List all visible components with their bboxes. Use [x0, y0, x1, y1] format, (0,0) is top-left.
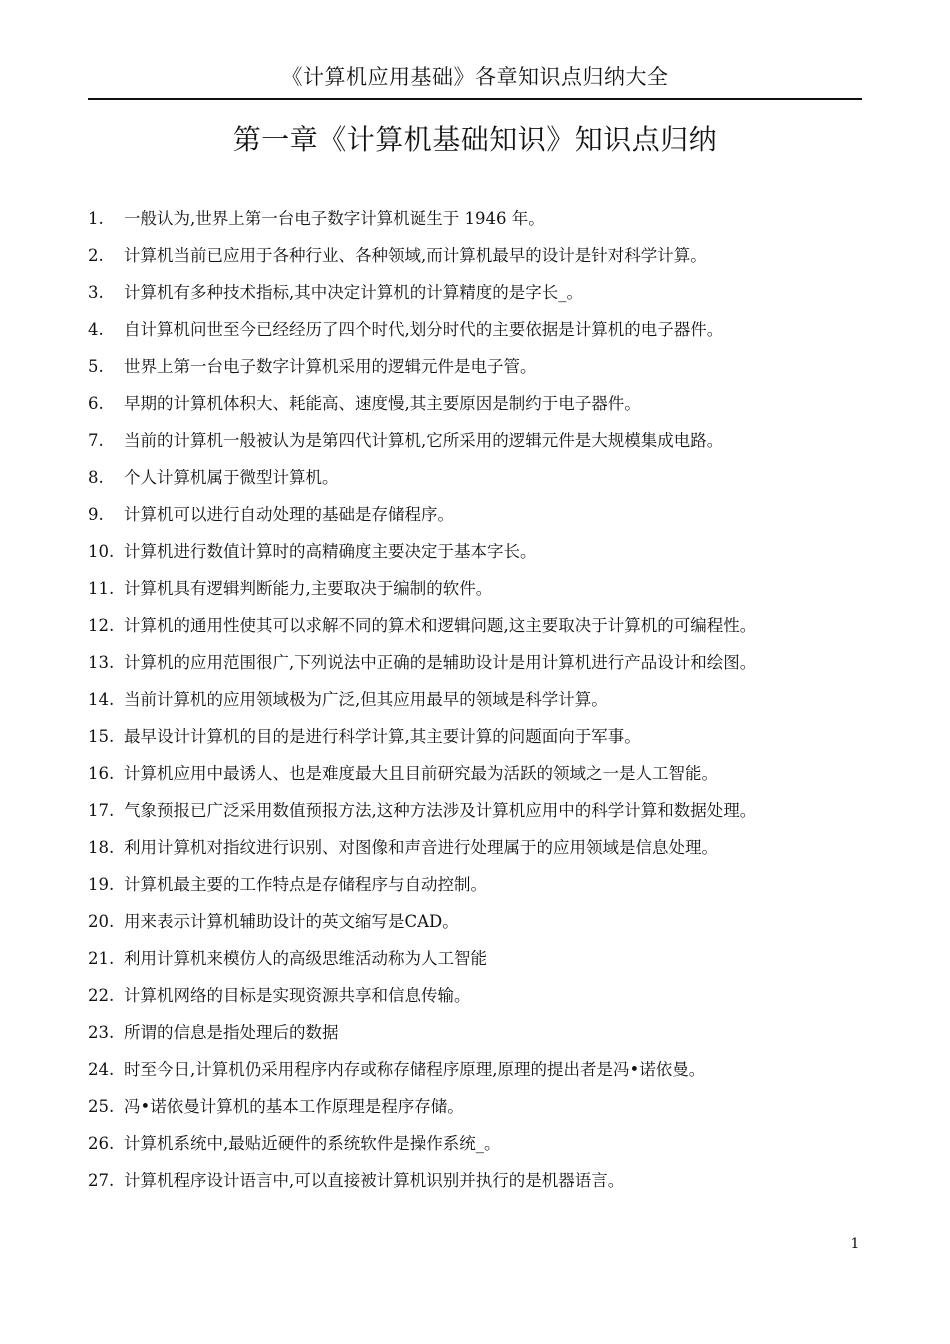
list-item	[88, 866, 868, 903]
list-item	[88, 274, 868, 311]
list-item	[88, 200, 868, 237]
running-header-title: 《计算机应用基础》各章知识点归纳大全	[281, 65, 669, 89]
header-divider	[88, 98, 862, 100]
item-number: 7.	[88, 431, 104, 450]
item-text: 计算机当前已应用于各种行业、各种领域,而计算机最早的设计是针对科学计算。	[124, 246, 707, 265]
item-number: 24.	[88, 1060, 115, 1079]
item-number: 2.	[88, 246, 104, 265]
list-item	[88, 348, 868, 385]
list-item	[88, 1162, 868, 1199]
item-number: 20.	[88, 912, 115, 931]
item-number: 16.	[88, 764, 115, 783]
item-number: 19.	[88, 875, 115, 894]
list-item	[88, 496, 868, 533]
item-text: 用来表示计算机辅助设计的英文缩写是CAD。	[124, 912, 459, 931]
item-text: 计算机具有逻辑判断能力,主要取决于编制的软件。	[124, 579, 493, 598]
list-item	[88, 1125, 868, 1162]
item-text: 计算机的通用性使其可以求解不同的算术和逻辑问题,这主要取决于计算机的可编程性。	[124, 616, 757, 635]
item-number: 22.	[88, 986, 115, 1005]
list-item	[88, 792, 868, 829]
chapter-title: 第一章《计算机基础知识》知识点归纳	[232, 123, 718, 156]
item-text: 世界上第一台电子数字计算机采用的逻辑元件是电子管。	[124, 357, 537, 376]
item-text: 利用计算机来模仿人的高级思维活动称为人工智能	[124, 949, 487, 968]
list-item	[88, 755, 868, 792]
item-text: 早期的计算机体积大、耗能高、速度慢,其主要原因是制约于电子器件。	[124, 394, 641, 413]
item-text: 所谓的信息是指处理后的数据	[124, 1023, 339, 1042]
item-text: 计算机最主要的工作特点是存储程序与自动控制。	[124, 875, 487, 894]
list-item	[88, 644, 868, 681]
list-item	[88, 607, 868, 644]
item-number: 6.	[88, 394, 104, 413]
item-number: 27.	[88, 1171, 115, 1190]
item-text: 一般认为,世界上第一台电子数字计算机诞生于 1946 年。	[124, 209, 545, 228]
item-number: 1.	[88, 209, 104, 228]
item-text: 计算机有多种技术指标,其中决定计算机的计算精度的是字长_。	[124, 283, 583, 302]
item-text: 计算机程序设计语言中,可以直接被计算机识别并执行的是机器语言。	[124, 1171, 625, 1190]
item-number: 12.	[88, 616, 115, 635]
list-item	[88, 1088, 868, 1125]
list-item	[88, 1051, 868, 1088]
list-item	[88, 977, 868, 1014]
list-item	[88, 533, 868, 570]
list-item	[88, 459, 868, 496]
list-item	[88, 570, 868, 607]
item-text: 计算机可以进行自动处理的基础是存储程序。	[124, 505, 454, 524]
item-text: 计算机应用中最诱人、也是难度最大且目前研究最为活跃的领域之一是人工智能。	[124, 764, 718, 783]
item-number: 17.	[88, 801, 115, 820]
item-text: 最早设计计算机的目的是进行科学计算,其主要计算的问题面向于军事。	[124, 727, 641, 746]
list-item	[88, 237, 868, 274]
item-number: 9.	[88, 505, 104, 524]
item-text: 个人计算机属于微型计算机。	[124, 468, 339, 487]
item-text: 冯•诺依曼计算机的基本工作原理是程序存储。	[124, 1097, 464, 1116]
page-number: 1	[850, 1236, 860, 1252]
item-number: 8.	[88, 468, 104, 487]
item-text: 计算机进行数值计算时的高精确度主要决定于基本字长。	[124, 542, 537, 561]
item-text: 计算机网络的目标是实现资源共享和信息传输。	[124, 986, 471, 1005]
item-number: 14.	[88, 690, 115, 709]
item-text: 计算机系统中,最贴近硬件的系统软件是操作系统_。	[124, 1134, 501, 1153]
item-number: 23.	[88, 1023, 115, 1042]
item-number: 11.	[88, 579, 115, 598]
list-item	[88, 1014, 868, 1051]
item-number: 4.	[88, 320, 104, 339]
item-number: 21.	[88, 949, 115, 968]
item-text: 时至今日,计算机仍采用程序内存或称存储程序原理,原理的提出者是冯•诺依曼。	[124, 1060, 706, 1079]
item-number: 13.	[88, 653, 115, 672]
list-item	[88, 829, 868, 866]
list-item	[88, 940, 868, 977]
list-item	[88, 422, 868, 459]
item-number: 5.	[88, 357, 104, 376]
knowledge-point-list	[88, 200, 868, 1199]
list-item	[88, 311, 868, 348]
list-item	[88, 385, 868, 422]
item-text: 计算机的应用范围很广,下列说法中正确的是辅助设计是用计算机进行产品设计和绘图。	[124, 653, 757, 672]
list-item	[88, 718, 868, 755]
list-item	[88, 681, 868, 718]
item-text: 气象预报已广泛采用数值预报方法,这种方法涉及计算机应用中的科学计算和数据处理。	[124, 801, 757, 820]
item-number: 25.	[88, 1097, 115, 1116]
item-number: 26.	[88, 1134, 115, 1153]
item-number: 15.	[88, 727, 115, 746]
item-number: 18.	[88, 838, 115, 857]
item-text: 当前计算机的应用领域极为广泛,但其应用最早的领域是科学计算。	[124, 690, 608, 709]
item-text: 当前的计算机一般被认为是第四代计算机,它所采用的逻辑元件是大规模集成电路。	[124, 431, 724, 450]
item-number: 3.	[88, 283, 104, 302]
list-item	[88, 903, 868, 940]
item-text: 利用计算机对指纹进行识别、对图像和声音进行处理属于的应用领域是信息处理。	[124, 838, 718, 857]
item-text: 自计算机问世至今已经经历了四个时代,划分时代的主要依据是计算机的电子器件。	[124, 320, 724, 339]
item-number: 10.	[88, 542, 115, 561]
